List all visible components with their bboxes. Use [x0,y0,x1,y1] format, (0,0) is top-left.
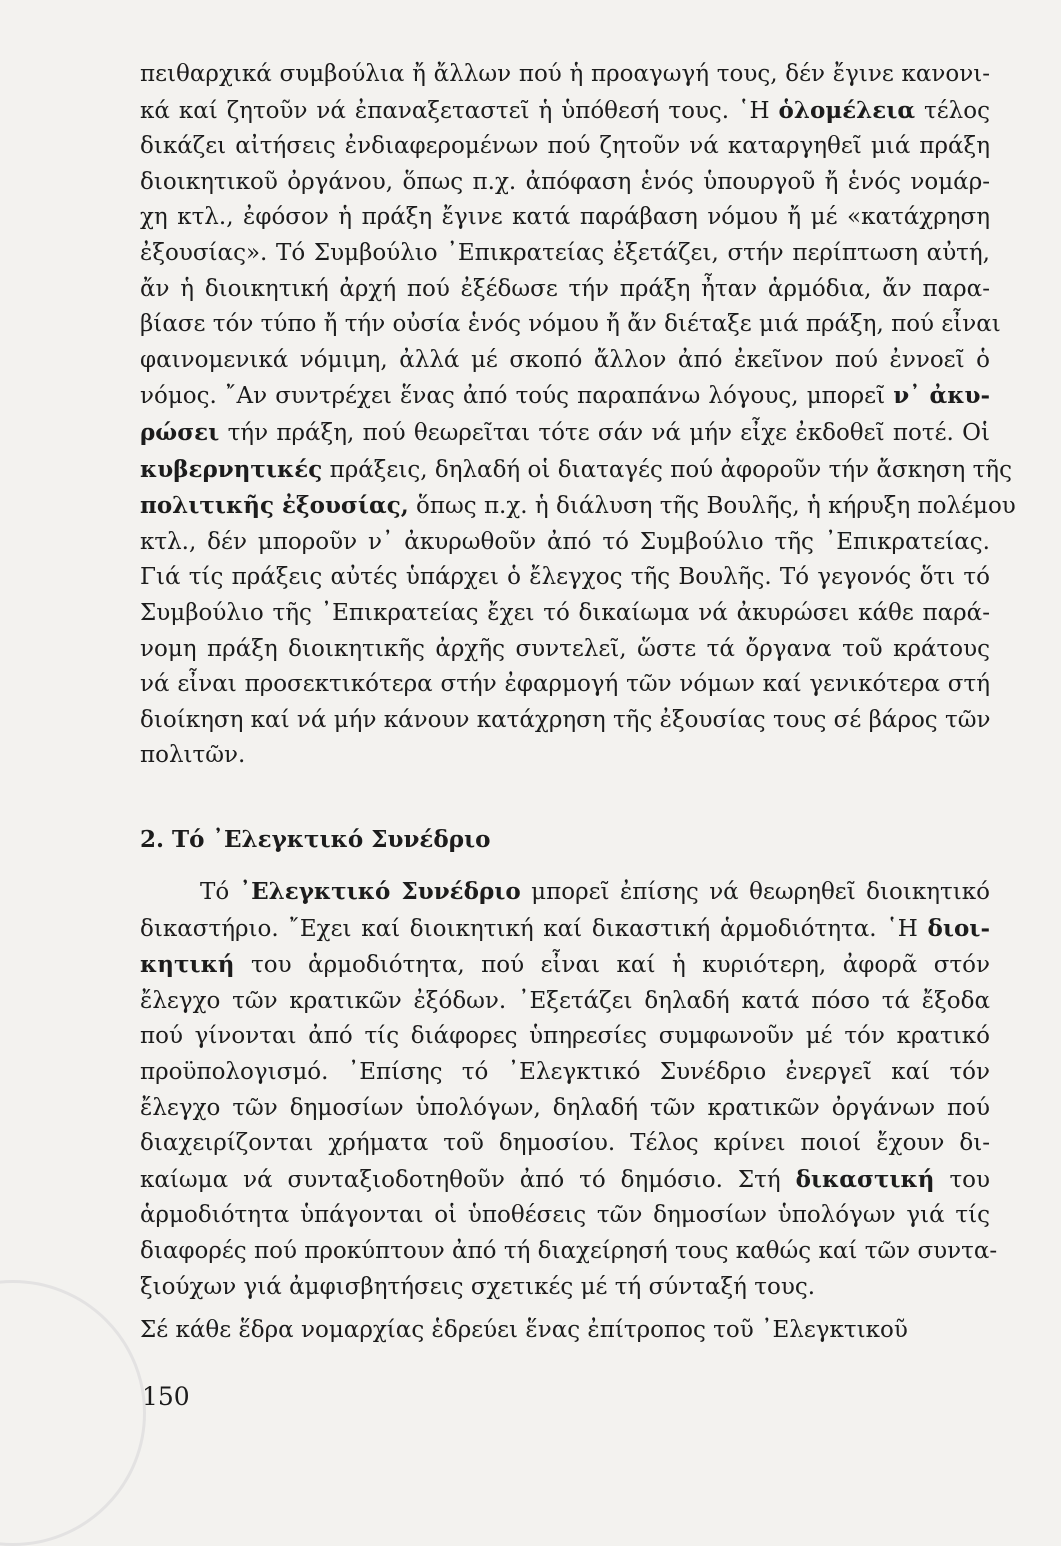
text-run: ἄν ἡ διοικητική ἀρχή πού ἐξέδωσε τήν πράξη ἦταν ἁρμόδια, ἄν παρα- [140,275,990,302]
text-line [140,1198,990,1234]
text-line [140,1091,990,1127]
text-line [140,1313,990,1349]
text-run: Τό [200,879,240,905]
text-line [140,1270,990,1306]
bold-term: δικαστική [795,1165,935,1193]
text-run: δικαστήριο. ῎Εχει καί διοικητική καί δικαστική ἁρμοδιότητα. ῾Η [140,915,928,942]
text-run: Σέ κάθε ἕδρα νομαρχίας ἑδρεύει ἕνας ἐπίτροπος τοῦ ᾿Ελεγκτικοῦ [140,1317,908,1344]
text-line [140,452,1012,489]
text-line [140,1019,990,1055]
text-run: καίωμα νά συνταξιοδοτηθοῦν ἀπό τό δημόσιο. Στή [140,1166,796,1193]
text-line [140,57,990,93]
text-run: διαφορές πού προκύπτουν ἀπό τή διαχείρησή τους καθώς καί τῶν συντα- [140,1237,998,1264]
page-number: 150 [142,1382,190,1411]
text-line [140,911,990,948]
text-run: κτλ., δέν μποροῦν ν᾿ ἀκυρωθοῦν ἀπό τό Συμβούλιο τῆς ᾿Επικρατείας. [140,528,990,555]
bold-term: ᾿Ελεγκτικό Συνέδριο [239,878,521,905]
text-run: πράξεις, δηλαδή οἱ διαταγές πού ἀφοροῦν τήν ἄσκηση τῆς [322,456,1012,483]
text-run: νόμος. ῎Αν συντρέχει ἕνας ἀπό τούς παραπάνω λόγους, μπορεῖ [140,383,894,410]
text-line [140,703,990,739]
bold-term: ν᾿ ἀκυ- [893,382,990,410]
text-line [140,984,990,1020]
text-line [140,236,990,272]
text-run: πού γίνονται ἀπό τίς διάφορες ὑπηρεσίες συμφωνοῦν μέ τόν κρατικό [140,1023,990,1050]
text-line [140,874,990,911]
text-run: του [934,1166,990,1193]
bold-term: διοι- [927,914,990,942]
paragraph-council-of-state [140,57,1016,774]
text-line [140,129,990,165]
text-run: μπορεῖ ἐπίσης νά θεωρηθεῖ διοικητικό [520,879,990,905]
text-run: χη κτλ., ἐφόσον ἡ πράξη ἔγινε κατά παράβαση νόμου ἤ μέ «κατάχρηση [140,204,990,231]
bold-term: πολιτικῆς ἐξουσίας, [140,492,409,520]
text-line [140,1055,990,1091]
text-run: Γιά τίς πράξεις αὐτές ὑπάρχει ὁ ἔλεγχος τῆς Βουλῆς. Τό γεγονός ὅτι τό [140,564,990,591]
text-run: βίασε τόν τύπο ἤ τήν οὐσία ἑνός νόμου ἤ ἄν διέταξε μιά πράξη, πού εἶναι [140,311,1001,338]
text-run: νά εἶναι προσεκτικότερα στήν ἐφαρμογή τῶν νόμων καί γενικότερα στή [140,671,990,698]
text-run: ἔλεγχο τῶν δημοσίων ὑπολόγων, δηλαδή τῶν κρατικῶν ὀργάνων πού [140,1094,990,1121]
text-run: διαχειρίζονται χρήματα τοῦ δημοσίου. Τέλος κρίνει ποιοί ἔχουν δι- [140,1130,990,1157]
text-run: του ἁρμοδιότητα, πού εἶναι καί ἡ κυριότερη, ἀφορᾶ στόν [234,952,990,979]
text-run: τήν πράξη, πού θεωρεῖται τότε σάν νά μήν εἶχε ἐκδοθεῖ ποτέ. Οἱ [219,419,990,446]
text-line [140,947,990,984]
text-line [140,378,990,415]
text-run: ἐξουσίας». Τό Συμβούλιο ᾿Επικρατείας ἐξετάζει, στήν περίπτωση αὐτή, [140,239,990,266]
text-run: κά καί ζητοῦν νά ἐπαναξεταστεῖ ἡ ὑπόθεσή τους. ῾Η [140,97,779,124]
text-line [140,632,990,668]
text-line [140,525,990,561]
faded-stamp-mark [0,1280,146,1546]
text-run: Συμβούλιο τῆς ᾿Επικρατείας ἔχει τό δικαίωμα νά ἀκυρώσει κάθε παρά- [140,599,990,626]
text-line [140,200,990,236]
text-line [140,272,990,308]
text-run: ἁρμοδιότητα ὑπάγονται οἱ ὑποθέσεις τῶν δημοσίων ὑπολόγων γιά τίς [140,1202,990,1229]
text-run: προϋπολογισμό. ᾿Επίσης τό ᾿Ελεγκτικό Συνέδριο ἐνεργεῖ καί τόν [140,1058,990,1085]
bold-term: κητική [140,951,235,979]
text-run: πολιτῶν. [140,742,246,769]
bold-term: κυβερνητικές [140,455,323,483]
bold-term: ρώσει [140,418,220,446]
text-line [140,93,990,130]
text-run: δικάζει αἰτήσεις ἐνδιαφερομένων πού ζητοῦν νά καταργηθεῖ μιά πράξη [140,133,990,160]
text-run: ἔλεγχο τῶν κρατικῶν ἐξόδων. ᾿Εξετάζει δηλαδή κατά πόσο τά ἔξοδα [140,987,990,1014]
text-run: ὅπως π.χ. ἡ διάλυση τῆς Βουλῆς, ἡ κήρυξη πολέμου [408,493,1016,520]
text-line [140,415,990,452]
text-run: ξιούχων γιά ἀμφισβητήσεις σχετικές μέ τή σύνταξή τους. [140,1273,816,1300]
text-line [140,667,990,703]
text-run: τέλος [915,97,990,124]
text-run: διοίκηση καί νά μήν κάνουν κατάχρηση τῆς ἐξουσίας τους σέ βάρος τῶν [140,706,991,733]
paragraph-court-of-audit [140,874,998,1349]
text-line [140,343,990,379]
section-heading: 2. Τό ᾿Ελεγκτικό Συνέδριο [140,826,491,853]
text-line [140,165,990,201]
text-run: φαινομενικά νόμιμη, ἀλλά μέ σκοπό ἄλλον ἀπό ἐκεῖνον πού ἐννοεῖ ὁ [140,346,990,373]
text-line [140,596,990,632]
text-run: νομη πράξη διοικητικῆς ἀρχῆς συντελεῖ, ὥστε τά ὄργανα τοῦ κράτους [140,635,990,662]
text-line [140,307,1001,343]
text-line [140,738,990,774]
text-line [140,1126,990,1162]
text-line [140,488,1016,525]
text-line [140,1234,998,1270]
text-run: διοικητικοῦ ὀργάνου, ὅπως π.χ. ἀπόφαση ἑνός ὑπουργοῦ ἤ ἑνός νομάρ- [140,168,990,195]
bold-term: ὁλομέλεια [778,96,916,124]
text-line [140,1162,990,1199]
text-run: πειθαρχικά συμβούλια ἤ ἄλλων πού ἡ προαγωγή τους, δέν ἔγινε κανονι- [140,61,990,87]
text-line [140,560,990,596]
